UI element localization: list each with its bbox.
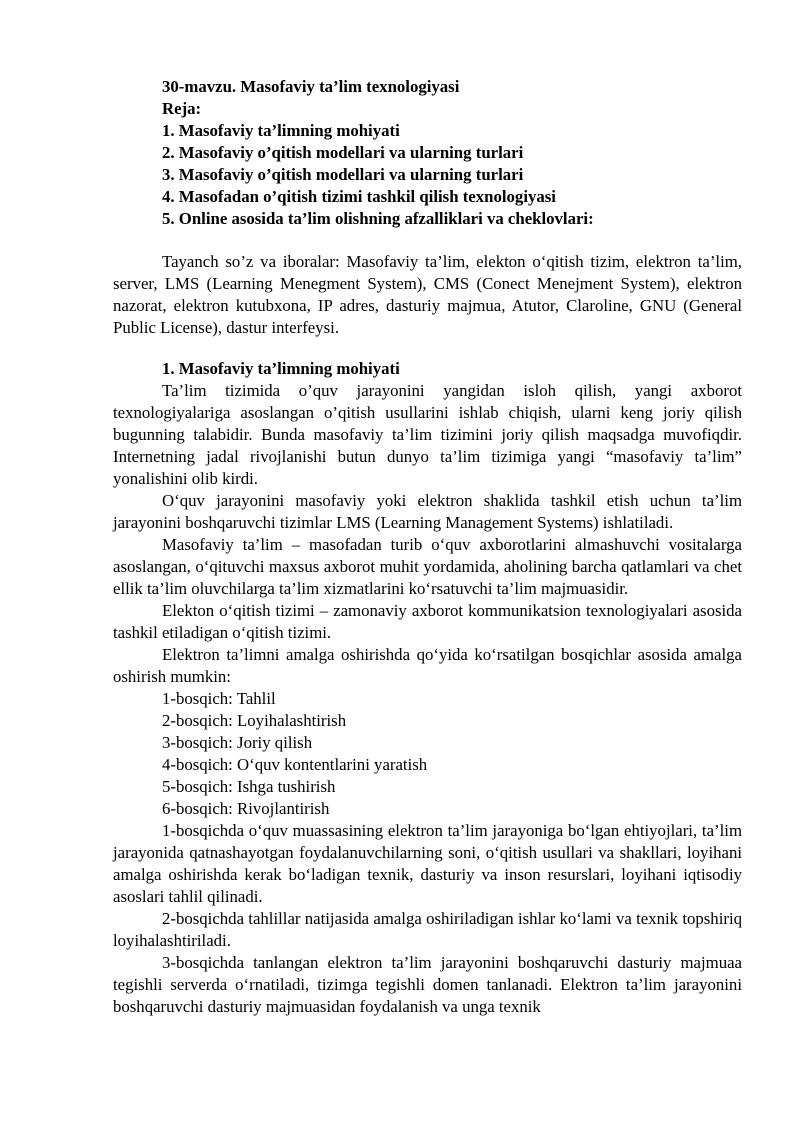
body-paragraph: Masofaviy ta’lim – masofadan turib o‘quv axborotlarini almashuvchi vositalarga asoslangan, o‘qituvchi maxsus axborot muhit yordamida, aholining barcha qatlamlari va chet ellik ta’lim oluvchilarga ta’lim xizmatlarini ko‘rsatuvchi ta’lim majmuasidir. bbox=[113, 535, 742, 598]
plan-heading: Reja: bbox=[162, 99, 202, 118]
stage-item: 1-bosqich: Tahlil bbox=[162, 689, 276, 708]
stage-item: 3-bosqich: Joriy qilish bbox=[162, 733, 313, 752]
plan-item: 2. Masofaviy o’qitish modellari va ularning turlari bbox=[162, 143, 524, 162]
plan-item: 1. Masofaviy ta’limning mohiyati bbox=[162, 121, 400, 140]
body-paragraph: 1-bosqichda o‘quv muassasining elektron ta’lim jarayoniga bo‘lgan ehtiyojlari, ta’lim jarayonida qatnashayotgan foydalanuvchilarning soni, o‘qitish usullari va shakllari, loyihani amalga oshirishda kerak bo‘ladigan texnik, dasturiy va inson resurslari, loyihani iqtisodiy asoslari tahlil qilinadi. bbox=[113, 821, 742, 906]
document-title: 30-mavzu. Masofaviy ta’lim texnologiyasi bbox=[162, 77, 460, 96]
keywords-paragraph: Tayanch so’z va iboralar: Masofaviy ta’lim, elekton o‘qitish tizim, elektron ta’lim, server, LMS (Learning Menegment System), CMS (Conect Menejment System), elektron nazorat, elektron kutubxona, IP adres, dasturiy majmua, Atutor, Claroline, GNU (General Public License), dastur interfeysi. bbox=[113, 252, 742, 337]
body-paragraph: 3-bosqichda tanlangan elektron ta’lim jarayonini boshqaruvchi dasturiy majmuaa tegishli serverda o‘rnatiladi, tizimga tegishli domen tanlanadi. Elektron ta’lim jarayonini boshqaruvchi dasturiy majmuasidan foydalanish va unga texnik bbox=[113, 953, 742, 1016]
plan-item: 5. Online asosida ta’lim olishning afzalliklari va cheklovlari: bbox=[162, 209, 594, 228]
stage-item: 2-bosqich: Loyihalashtirish bbox=[162, 711, 347, 730]
stage-item: 4-bosqich: O‘quv kontentlarini yaratish bbox=[162, 755, 428, 774]
plan-item: 4. Masofadan o’qitish tizimi tashkil qilish texnologiyasi bbox=[162, 187, 556, 206]
stage-item: 6-bosqich: Rivojlantirish bbox=[162, 799, 330, 818]
stage-item: 5-bosqich: Ishga tushirish bbox=[162, 777, 336, 796]
body-paragraph: Elekton o‘qitish tizimi – zamonaviy axborot kommunikatsion texnologiyalari asosida tashkil etiladigan o‘qitish tizimi. bbox=[113, 601, 742, 642]
body-paragraph: 2-bosqichda tahlillar natijasida amalga oshiriladigan ishlar ko‘lami va texnik topshiriq loyihalashtiriladi. bbox=[113, 909, 742, 950]
document-page bbox=[113, 76, 742, 1018]
plan-item: 3. Masofaviy o’qitish modellari va ularning turlari bbox=[162, 165, 524, 184]
body-paragraph: Ta’lim tizimida o’quv jarayonini yangidan isloh qilish, yangi axborot texnologiyalariga asoslangan o’qitish usullarini ishlab chiqish, ularni keng joriy qilish bugunning talabidir. Bunda masofaviy ta’lim tizimini joriy qilish maqsadga muvofiqdir. Internetning jadal rivojlanishi butun dunyo ta’lim tizimiga yangi “masofaviy ta’lim” yonalishini olib kirdi. bbox=[113, 381, 742, 488]
body-paragraph: Elektron ta’limni amalga oshirishda qo‘yida ko‘rsatilgan bosqichlar asosida amalga oshirish mumkin: bbox=[113, 645, 742, 686]
section-heading: 1. Masofaviy ta’limning mohiyati bbox=[162, 359, 400, 378]
body-paragraph: O‘quv jarayonini masofaviy yoki elektron shaklida tashkil etish uchun ta’lim jarayonini boshqaruvchi tizimlar LMS (Learning Management Systems) ishlatiladi. bbox=[113, 491, 742, 532]
